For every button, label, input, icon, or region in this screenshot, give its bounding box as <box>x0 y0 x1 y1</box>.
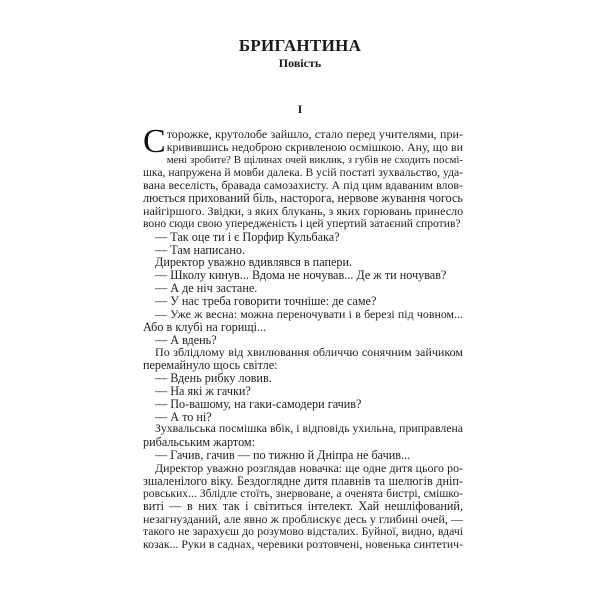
text-line: мені зробите? В щілинах очей виклик, з губів не сходить посмі- <box>166 153 463 166</box>
text-line: незагнузданий, але явно ж проблискує десь у глибині очей, — <box>143 512 463 527</box>
drop-cap: С <box>143 123 166 160</box>
text-line: вана веселість, бравада самозахисту. А під цим вдаваним влов- <box>143 178 463 193</box>
dialogue-line: — А то ні? <box>155 409 212 424</box>
dialogue-line: — А вдень? <box>155 332 217 347</box>
dialogue-line: — Гачив, гачив — по тижню й Дніпра не бачив... <box>155 448 411 463</box>
text-line: Директор уважно розглядав новачка: ще одне дитя цього ро- <box>155 460 463 475</box>
text-line: козак... Руки в саднах, черевики розтовчені, новенька синтетич- <box>143 538 463 551</box>
text-line: ровських... Зблідле стоїть, знервоване, а оченята бистрі, смішко- <box>143 486 463 500</box>
text-line: кривившись недоброю скривленою осмішкою. Ану, що ви <box>166 139 463 154</box>
book-title: БРИГАНТИНА <box>238 36 362 55</box>
text-line: найгіршого. Звідки, з яких блукань, з яких горювань принесло <box>143 204 464 219</box>
chapter-number: I <box>297 102 303 116</box>
dialogue-line: — У нас треба говорити точніше: де саме? <box>155 293 377 308</box>
text-line: рибальським жартом: <box>143 435 256 450</box>
text-line: Директор уважно вдивлявся в папери. <box>155 255 353 270</box>
dialogue-line: — Там написано. <box>155 242 245 257</box>
dialogue-line: — Вдень рибку ловив. <box>155 371 272 386</box>
text-line: такого не зарахуєш до розумово відсталих. Буйної, видно, вдачі <box>143 525 463 539</box>
book-subtitle: Повість <box>278 56 322 70</box>
text-line: Або в клубі на горищі... <box>143 319 267 334</box>
dialogue-line: — Уже ж весна: можна переночувати і в березі під човном... <box>155 306 463 321</box>
text-line: воно сюди свою упередженість і цей упертий затаєний спротив? <box>143 216 461 230</box>
text-line: торожке, крутолобе зайшло, стало перед учителями, при- <box>166 127 463 141</box>
dialogue-line: — На які ж гачки? <box>155 383 251 398</box>
text-line: виті — в них так і світиться інтелект. Хай нешліфований, <box>143 499 463 514</box>
text-line: зшаленілого віку. Бездоглядне дитя плавнів та шелюгів дніп- <box>143 473 463 488</box>
text-line: перемайнуло щось світле: <box>143 358 278 373</box>
body-text <box>143 123 464 552</box>
text-line: шка, напружена й мовби далека. В усій постаті зухвальство, уда- <box>143 165 463 179</box>
text-line: По зблідлому від хвилювання обличчю сонячним зайчиком <box>155 345 463 360</box>
text-line: люється прихований біль, насторога, нервове жування чогось <box>143 191 463 206</box>
dialogue-line: — А де ніч застане. <box>155 281 258 296</box>
dialogue-line: — По-вашому, на гаки-самодери гачив? <box>155 396 362 411</box>
dialogue-line: — Школу кинув... Вдома не ночував... Де ж ти ночував? <box>155 268 447 283</box>
text-line: Зухвальська посмішка вбік, і відповідь ухильна, приправлена <box>155 422 463 436</box>
dialogue-line: — Так оце ти і є Порфир Кульбака? <box>155 229 340 244</box>
